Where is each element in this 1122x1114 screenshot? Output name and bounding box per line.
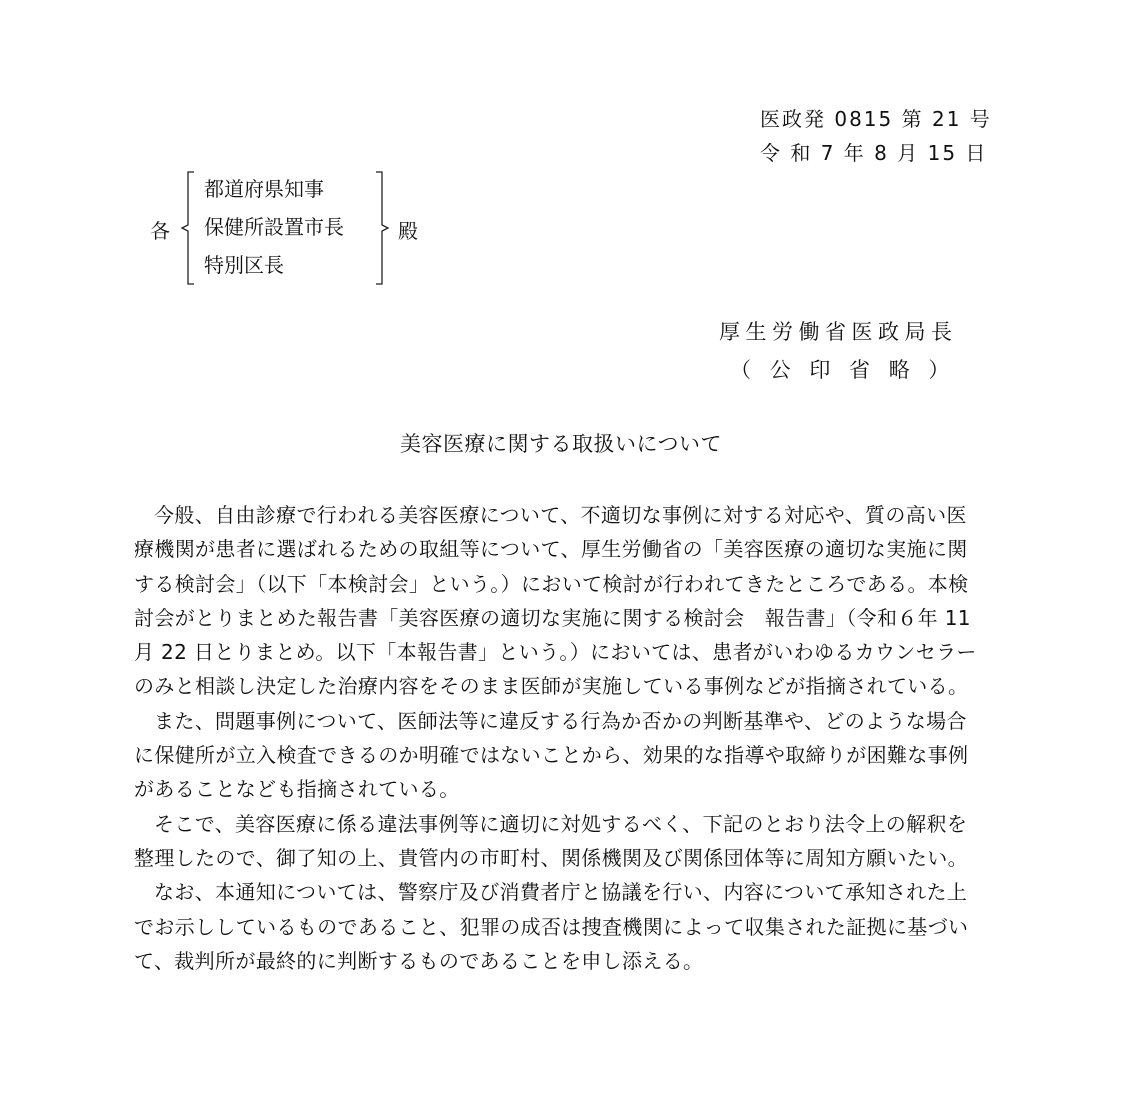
- addressee-honorific: 殿: [398, 219, 418, 243]
- body-paragraph: また、問題事例について、医師法等に違反する行為か否かの判断基準や、どのような場合に保健所が立入検査できるのか明確ではないことから、効果的な指導や取締りが困難な事例があることなども指摘されている。: [134, 708, 969, 802]
- right-bracket: [376, 172, 388, 284]
- document-number: 医政発 0815 第 21 号: [760, 107, 992, 131]
- addressee-prefix: 各: [150, 219, 170, 243]
- recipient-prefectural-governor: 都道府県知事: [204, 177, 324, 201]
- recipient-health-center-mayor: 保健所設置市長: [204, 215, 344, 239]
- left-bracket: [182, 172, 194, 284]
- recipient-list: [204, 170, 344, 284]
- addressee-block: [150, 168, 450, 288]
- body-paragraph: なお、本通知については、警察庁及び消費者庁と協議を行い、内容について承知された上でお示ししているものであること、犯罪の成否は捜査機関によって収集された証拠に基づいて、裁判所が最終的に判断するものであることを申し添える。: [134, 880, 969, 973]
- sender-title: 厚生労働省医政局長: [719, 320, 958, 344]
- document-title: 美容医療に関する取扱いについて: [399, 432, 723, 456]
- document-date: 令 和 7 年 8 月 15 日: [760, 141, 988, 165]
- recipient-special-ward-head: 特別区長: [204, 253, 284, 277]
- body-paragraph: そこで、美容医療に係る違法事例等に適切に対処するべく、下記のとおり法令上の解釈を整理したので、御了知の上、貴管内の市町村、関係機関及び関係団体等に周知方願いたい。: [134, 811, 968, 870]
- seal-omitted-note: （ 公 印 省 略 ）: [730, 358, 956, 382]
- body-paragraph: 今般、自由診療で行われる美容医療について、不適切な事例に対する対応や、質の高い医療機関が患者に選ばれるための取組等について、厚生労働省の「美容医療の適切な実施に関する検討会」（以下「本検討会」という。）において検討が行われてきたところである。本検討会がとりまとめた報告書「美容医療の適切な実施に関する検討会 報告書」（令和６年 11 月 22 日とりまとめ。以下「本報告書」という。）においては、患者がいわゆるカウンセラーのみと相談し決定した治療内容をそのまま医師が実施している事例などが指摘されている。: [134, 503, 977, 699]
- document-header: [760, 102, 992, 170]
- document-body: [134, 498, 982, 978]
